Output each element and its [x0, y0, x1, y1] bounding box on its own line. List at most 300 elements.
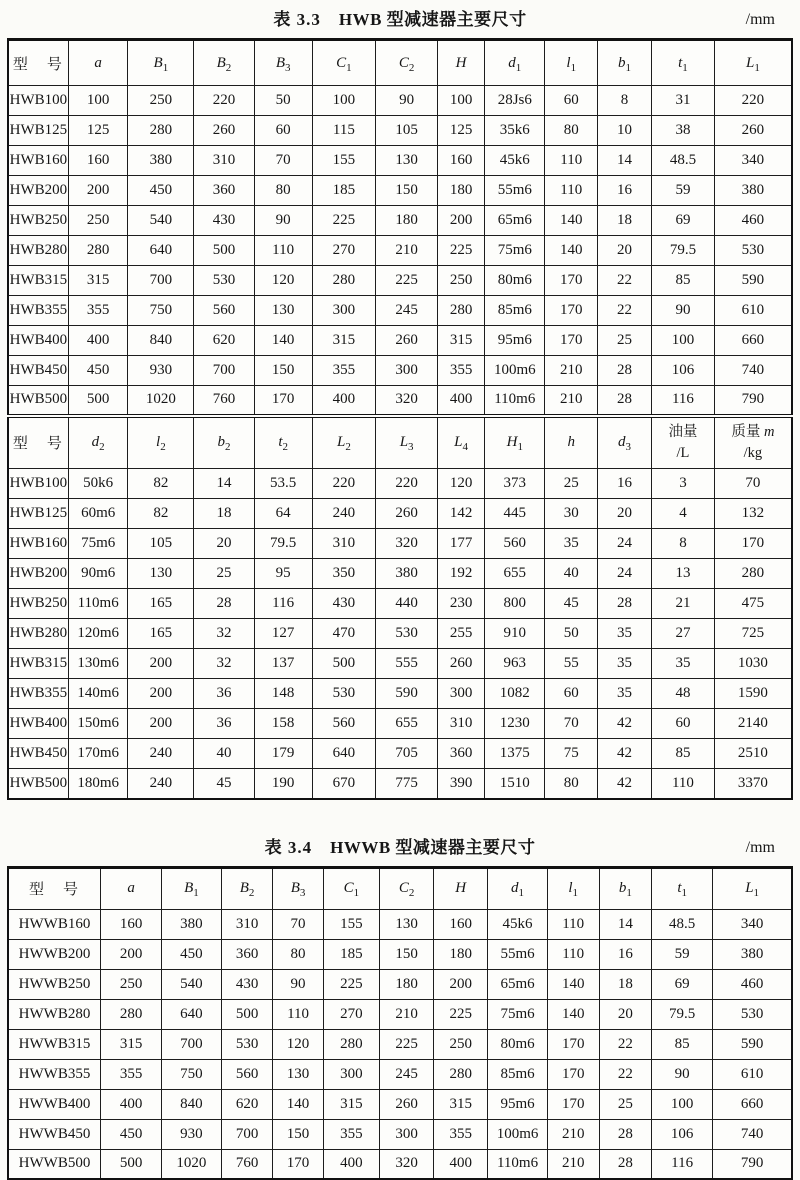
value-cell: 530 — [194, 266, 254, 296]
value-cell: 22 — [597, 296, 651, 326]
model-cell: HWB315 — [8, 266, 68, 296]
value-cell: 165 — [128, 619, 194, 649]
dimension-symbol: d — [91, 434, 100, 451]
value-cell: 530 — [221, 1029, 273, 1059]
value-cell: 620 — [221, 1089, 273, 1119]
value-cell: 35 — [597, 649, 651, 679]
value-cell: 53.5 — [254, 469, 312, 499]
value-cell: 700 — [194, 356, 254, 386]
value-cell: 127 — [254, 619, 312, 649]
value-cell: 116 — [652, 1149, 713, 1179]
dimension-symbol: B — [216, 54, 226, 71]
model-cell: HWB400 — [8, 709, 68, 739]
value-cell: 116 — [652, 386, 715, 416]
t1-s2-row-HWB280 — [8, 619, 792, 649]
dimension-symbol: b — [217, 434, 225, 451]
value-cell: 740 — [713, 1119, 792, 1149]
value-cell: 192 — [438, 559, 485, 589]
value-cell: 200 — [68, 176, 128, 206]
value-cell: 85 — [652, 739, 715, 769]
value-cell: 50 — [254, 86, 312, 116]
value-cell: 125 — [68, 116, 128, 146]
value-cell: 45 — [194, 769, 254, 799]
value-cell: 13 — [652, 559, 715, 589]
value-cell: 116 — [254, 589, 312, 619]
value-cell: 705 — [376, 739, 438, 769]
value-cell: 150m6 — [68, 709, 128, 739]
value-cell: 790 — [714, 386, 792, 416]
value-cell: 1030 — [714, 649, 792, 679]
value-cell: 90 — [254, 206, 312, 236]
value-cell: 790 — [713, 1149, 792, 1179]
value-cell: 280 — [438, 296, 485, 326]
value-cell: 355 — [68, 296, 128, 326]
model-cell: HWB200 — [8, 176, 68, 206]
value-cell: 400 — [323, 1149, 379, 1179]
value-cell: 140 — [254, 326, 312, 356]
value-cell: 160 — [434, 909, 488, 939]
value-cell: 64 — [254, 499, 312, 529]
table2-caption-number: 表 3.4 — [264, 837, 313, 857]
model-cell: HWWB450 — [8, 1119, 101, 1149]
value-cell: 280 — [323, 1029, 379, 1059]
dimension-symbol: B — [290, 880, 300, 896]
value-cell: 177 — [438, 529, 485, 559]
value-cell: 760 — [194, 386, 254, 416]
dimension-symbol: a — [94, 54, 102, 71]
value-cell: 100 — [652, 1089, 713, 1119]
value-cell: 450 — [101, 1119, 162, 1149]
value-cell: 28 — [597, 356, 651, 386]
value-cell: 110 — [547, 909, 599, 939]
value-cell: 440 — [376, 589, 438, 619]
value-cell: 8 — [652, 529, 715, 559]
value-cell: 210 — [547, 1149, 599, 1179]
value-cell: 2510 — [714, 739, 792, 769]
t1-s2-row-HWB315 — [8, 649, 792, 679]
value-cell: 100 — [438, 86, 485, 116]
value-cell: 1020 — [128, 386, 194, 416]
two-line-header: 油量 /L — [668, 423, 698, 461]
hwb-dimensions-table — [7, 38, 793, 800]
t2-s1-header-cell-6: $C_2$ — [380, 867, 434, 909]
value-cell: 340 — [714, 146, 792, 176]
t1-s1-header-cell-10: $b_1$ — [597, 40, 651, 86]
value-cell: 445 — [485, 499, 545, 529]
value-cell: 22 — [599, 1029, 652, 1059]
table2-block — [7, 836, 793, 1180]
value-cell: 14 — [194, 469, 254, 499]
value-cell: 170 — [547, 1059, 599, 1089]
value-cell: 355 — [438, 356, 485, 386]
value-cell: 35 — [597, 679, 651, 709]
value-cell: 160 — [438, 146, 485, 176]
model-cell: HWB250 — [8, 589, 68, 619]
value-cell: 142 — [438, 499, 485, 529]
t2-s1-row-HWWB400 — [8, 1089, 792, 1119]
value-cell: 48.5 — [652, 909, 713, 939]
value-cell: 1020 — [162, 1149, 222, 1179]
value-cell: 360 — [221, 939, 273, 969]
value-cell: 470 — [312, 619, 376, 649]
value-cell: 315 — [68, 266, 128, 296]
value-cell: 250 — [101, 969, 162, 999]
value-cell: 70 — [545, 709, 598, 739]
value-cell: 360 — [194, 176, 254, 206]
value-cell: 27 — [652, 619, 715, 649]
dimension-symbol: L — [454, 434, 463, 451]
value-cell: 200 — [128, 709, 194, 739]
value-cell: 560 — [221, 1059, 273, 1089]
value-cell: 55 — [545, 649, 598, 679]
value-cell: 230 — [438, 589, 485, 619]
value-cell: 14 — [599, 909, 652, 939]
value-cell: 140m6 — [68, 679, 128, 709]
value-cell: 220 — [376, 469, 438, 499]
model-cell: HWWB315 — [8, 1029, 101, 1059]
value-cell: 280 — [714, 559, 792, 589]
t2-s1-row-HWWB355 — [8, 1059, 792, 1089]
value-cell: 315 — [312, 326, 376, 356]
t2-s1-header-row — [8, 867, 792, 909]
value-cell: 190 — [254, 769, 312, 799]
t1-s1-header-cell-3: $B_2$ — [194, 40, 254, 86]
value-cell: 18 — [597, 206, 651, 236]
value-cell: 100 — [652, 326, 715, 356]
value-cell: 240 — [128, 739, 194, 769]
value-cell: 25 — [194, 559, 254, 589]
value-cell: 300 — [380, 1119, 434, 1149]
dimension-symbol: d — [618, 434, 626, 451]
value-cell: 555 — [376, 649, 438, 679]
value-cell: 158 — [254, 709, 312, 739]
model-cell: HWWB280 — [8, 999, 101, 1029]
value-cell: 300 — [438, 679, 485, 709]
value-cell: 170m6 — [68, 739, 128, 769]
value-cell: 220 — [312, 469, 376, 499]
value-cell: 225 — [438, 236, 485, 266]
value-cell: 500 — [312, 649, 376, 679]
dimension-symbol: C — [336, 54, 347, 71]
t2-s1-header-cell-7 — [434, 867, 488, 909]
value-cell: 137 — [254, 649, 312, 679]
t2-s1-header-cell-8: $d_1$ — [488, 867, 548, 909]
t1-s2-row-HWB500 — [8, 769, 792, 799]
value-cell: 200 — [128, 649, 194, 679]
t1-s1-header-cell-4: $B_3$ — [254, 40, 312, 86]
value-cell: 340 — [713, 909, 792, 939]
value-cell: 910 — [485, 619, 545, 649]
value-cell: 450 — [68, 356, 128, 386]
dimension-symbol: B — [239, 880, 249, 896]
t2-s1-header-cell-0 — [8, 867, 101, 909]
model-cell: HWB160 — [8, 529, 68, 559]
value-cell: 18 — [194, 499, 254, 529]
value-cell: 840 — [162, 1089, 222, 1119]
value-cell: 95 — [254, 559, 312, 589]
value-cell: 25 — [545, 469, 598, 499]
value-cell: 110m6 — [68, 589, 128, 619]
t1-s1-row-HWB280 — [8, 236, 792, 266]
value-cell: 150 — [273, 1119, 323, 1149]
value-cell: 85m6 — [485, 296, 545, 326]
value-cell: 360 — [438, 739, 485, 769]
value-cell: 500 — [194, 236, 254, 266]
value-cell: 530 — [713, 999, 792, 1029]
value-cell: 110m6 — [488, 1149, 548, 1179]
dimension-symbol: t — [677, 880, 682, 896]
value-cell: 75m6 — [68, 529, 128, 559]
model-cell: HWB500 — [8, 769, 68, 799]
value-cell: 1510 — [485, 769, 545, 799]
value-cell: 260 — [380, 1089, 434, 1119]
value-cell: 700 — [162, 1029, 222, 1059]
value-cell: 700 — [221, 1119, 273, 1149]
value-cell: 255 — [438, 619, 485, 649]
value-cell: 115 — [312, 116, 376, 146]
value-cell: 185 — [323, 939, 379, 969]
value-cell: 380 — [713, 939, 792, 969]
value-cell: 380 — [376, 559, 438, 589]
t2-s1-row-HWWB450 — [8, 1119, 792, 1149]
dimension-symbol: h — [567, 434, 575, 451]
value-cell: 200 — [128, 679, 194, 709]
dimension-symbol: C — [398, 880, 409, 896]
value-cell: 170 — [254, 386, 312, 416]
t2-s1-header-cell-9: $l_1$ — [547, 867, 599, 909]
value-cell: 35 — [597, 619, 651, 649]
value-cell: 220 — [714, 86, 792, 116]
value-cell: 725 — [714, 619, 792, 649]
value-cell: 610 — [713, 1059, 792, 1089]
value-cell: 20 — [597, 499, 651, 529]
value-cell: 110 — [547, 939, 599, 969]
t1-s2-row-HWB355 — [8, 679, 792, 709]
value-cell: 42 — [597, 769, 651, 799]
value-cell: 380 — [162, 909, 222, 939]
value-cell: 55m6 — [488, 939, 548, 969]
t1-s2-row-HWB160 — [8, 529, 792, 559]
value-cell: 640 — [312, 739, 376, 769]
value-cell: 35 — [652, 649, 715, 679]
value-cell: 170 — [547, 1089, 599, 1119]
value-cell: 180 — [380, 969, 434, 999]
value-cell: 140 — [545, 206, 598, 236]
t1-s1-header-cell-0 — [8, 40, 68, 86]
table1-caption-title: HWB 型减速器主要尺寸 — [338, 10, 527, 29]
value-cell: 760 — [221, 1149, 273, 1179]
value-cell: 225 — [312, 206, 376, 236]
table2-caption-title: HWWB 型减速器主要尺寸 — [330, 837, 536, 857]
t1-s2-header-cell-11 — [652, 416, 715, 469]
value-cell: 320 — [376, 529, 438, 559]
value-cell: 930 — [162, 1119, 222, 1149]
model-cell: HWB400 — [8, 326, 68, 356]
value-cell: 100 — [312, 86, 376, 116]
model-column-header: 型 号 — [12, 436, 64, 453]
value-cell: 79.5 — [254, 529, 312, 559]
value-cell: 1590 — [714, 679, 792, 709]
model-cell: HWB450 — [8, 739, 68, 769]
value-cell: 106 — [652, 1119, 713, 1149]
value-cell: 150 — [376, 176, 438, 206]
t1-s1-header-cell-1 — [68, 40, 128, 86]
value-cell: 225 — [376, 266, 438, 296]
value-cell: 400 — [434, 1149, 488, 1179]
value-cell: 8 — [597, 86, 651, 116]
value-cell: 28 — [597, 386, 651, 416]
t2-s1-header-cell-2: $B_1$ — [162, 867, 222, 909]
dimension-symbol: l — [566, 54, 571, 71]
model-cell: HWWB500 — [8, 1149, 101, 1179]
value-cell: 400 — [312, 386, 376, 416]
value-cell: 80 — [273, 939, 323, 969]
value-cell: 80 — [545, 116, 598, 146]
t1-s2-header-cell-10: $d_3$ — [597, 416, 651, 469]
value-cell: 130 — [254, 296, 312, 326]
value-cell: 310 — [194, 146, 254, 176]
value-cell: 200 — [101, 939, 162, 969]
value-cell: 120 — [273, 1029, 323, 1059]
value-cell: 110 — [545, 176, 598, 206]
t1-s1-header-cell-2: $B_1$ — [128, 40, 194, 86]
value-cell: 220 — [194, 86, 254, 116]
t1-s2-row-HWB250 — [8, 589, 792, 619]
t2-s1-row-HWWB200 — [8, 939, 792, 969]
dimension-symbol: l — [568, 880, 573, 896]
value-cell: 700 — [128, 266, 194, 296]
value-cell: 90m6 — [68, 559, 128, 589]
dimension-symbol: H — [506, 434, 518, 451]
value-cell: 40 — [545, 559, 598, 589]
value-cell: 60 — [545, 679, 598, 709]
model-column-header: 型 号 — [28, 882, 80, 898]
t1-s2-header-cell-12 — [714, 416, 792, 469]
t2-s1-header-cell-11: $t_1$ — [652, 867, 713, 909]
value-cell: 80m6 — [485, 266, 545, 296]
model-cell: HWB125 — [8, 116, 68, 146]
t2-s1-header-cell-10: $b_1$ — [599, 867, 652, 909]
value-cell: 45k6 — [485, 146, 545, 176]
dimension-symbol: L — [336, 434, 346, 451]
value-cell: 45 — [545, 589, 598, 619]
value-cell: 16 — [597, 176, 651, 206]
value-cell: 28 — [599, 1149, 652, 1179]
two-line-header: 质量 m /kg — [731, 423, 775, 461]
t2-s1-header-cell-3: $B_2$ — [221, 867, 273, 909]
value-cell: 590 — [376, 679, 438, 709]
value-cell: 130 — [380, 909, 434, 939]
value-cell: 3370 — [714, 769, 792, 799]
value-cell: 35 — [545, 529, 598, 559]
value-cell: 280 — [128, 116, 194, 146]
value-cell: 60 — [545, 86, 598, 116]
t1-s1-header-cell-12: $L_1$ — [714, 40, 792, 86]
value-cell: 155 — [323, 909, 379, 939]
value-cell: 670 — [312, 769, 376, 799]
value-cell: 315 — [434, 1089, 488, 1119]
value-cell: 200 — [438, 206, 485, 236]
value-cell: 60 — [652, 709, 715, 739]
value-cell: 120 — [254, 266, 312, 296]
value-cell: 250 — [434, 1029, 488, 1059]
value-cell: 150 — [380, 939, 434, 969]
t2-s1-header-cell-5: $C_1$ — [323, 867, 379, 909]
value-cell: 140 — [273, 1089, 323, 1119]
value-cell: 170 — [545, 326, 598, 356]
t1-s1-header-cell-7 — [438, 40, 485, 86]
value-cell: 930 — [128, 356, 194, 386]
value-cell: 260 — [194, 116, 254, 146]
value-cell: 70 — [714, 469, 792, 499]
t1-s1-row-HWB250 — [8, 206, 792, 236]
value-cell: 110 — [652, 769, 715, 799]
model-cell: HWB355 — [8, 296, 68, 326]
value-cell: 430 — [194, 206, 254, 236]
value-cell: 320 — [380, 1149, 434, 1179]
value-cell: 355 — [101, 1059, 162, 1089]
value-cell: 110 — [254, 236, 312, 266]
value-cell: 180 — [438, 176, 485, 206]
model-cell: HWB355 — [8, 679, 68, 709]
value-cell: 2140 — [714, 709, 792, 739]
value-cell: 65m6 — [485, 206, 545, 236]
value-cell: 170 — [273, 1149, 323, 1179]
model-cell: HWWB200 — [8, 939, 101, 969]
value-cell: 530 — [714, 236, 792, 266]
value-cell: 3 — [652, 469, 715, 499]
t1-s1-header-cell-11: $t_1$ — [652, 40, 715, 86]
value-cell: 69 — [652, 969, 713, 999]
t1-s1-row-HWB200 — [8, 176, 792, 206]
value-cell: 300 — [376, 356, 438, 386]
value-cell: 42 — [597, 739, 651, 769]
value-cell: 110 — [273, 999, 323, 1029]
value-cell: 132 — [714, 499, 792, 529]
value-cell: 315 — [101, 1029, 162, 1059]
value-cell: 460 — [713, 969, 792, 999]
value-cell: 355 — [312, 356, 376, 386]
t2-s1-row-HWWB280 — [8, 999, 792, 1029]
value-cell: 30 — [545, 499, 598, 529]
table2-unit-label: /mm — [745, 838, 775, 856]
value-cell: 475 — [714, 589, 792, 619]
t1-s2-header-cell-1: $d_2$ — [68, 416, 128, 469]
value-cell: 25 — [599, 1089, 652, 1119]
value-cell: 245 — [376, 296, 438, 326]
value-cell: 225 — [323, 969, 379, 999]
value-cell: 140 — [547, 999, 599, 1029]
value-cell: 69 — [652, 206, 715, 236]
value-cell: 80 — [254, 176, 312, 206]
value-cell: 32 — [194, 649, 254, 679]
value-cell: 85m6 — [488, 1059, 548, 1089]
value-cell: 250 — [128, 86, 194, 116]
value-cell: 82 — [128, 499, 194, 529]
model-cell: HWB200 — [8, 559, 68, 589]
value-cell: 210 — [545, 386, 598, 416]
value-cell: 48.5 — [652, 146, 715, 176]
t1-s1-row-HWB450 — [8, 356, 792, 386]
value-cell: 10 — [597, 116, 651, 146]
value-cell: 610 — [714, 296, 792, 326]
model-cell: HWB280 — [8, 619, 68, 649]
value-cell: 130 — [376, 146, 438, 176]
value-cell: 240 — [128, 769, 194, 799]
value-cell: 660 — [714, 326, 792, 356]
dimension-symbol: H — [455, 880, 467, 896]
value-cell: 125 — [438, 116, 485, 146]
